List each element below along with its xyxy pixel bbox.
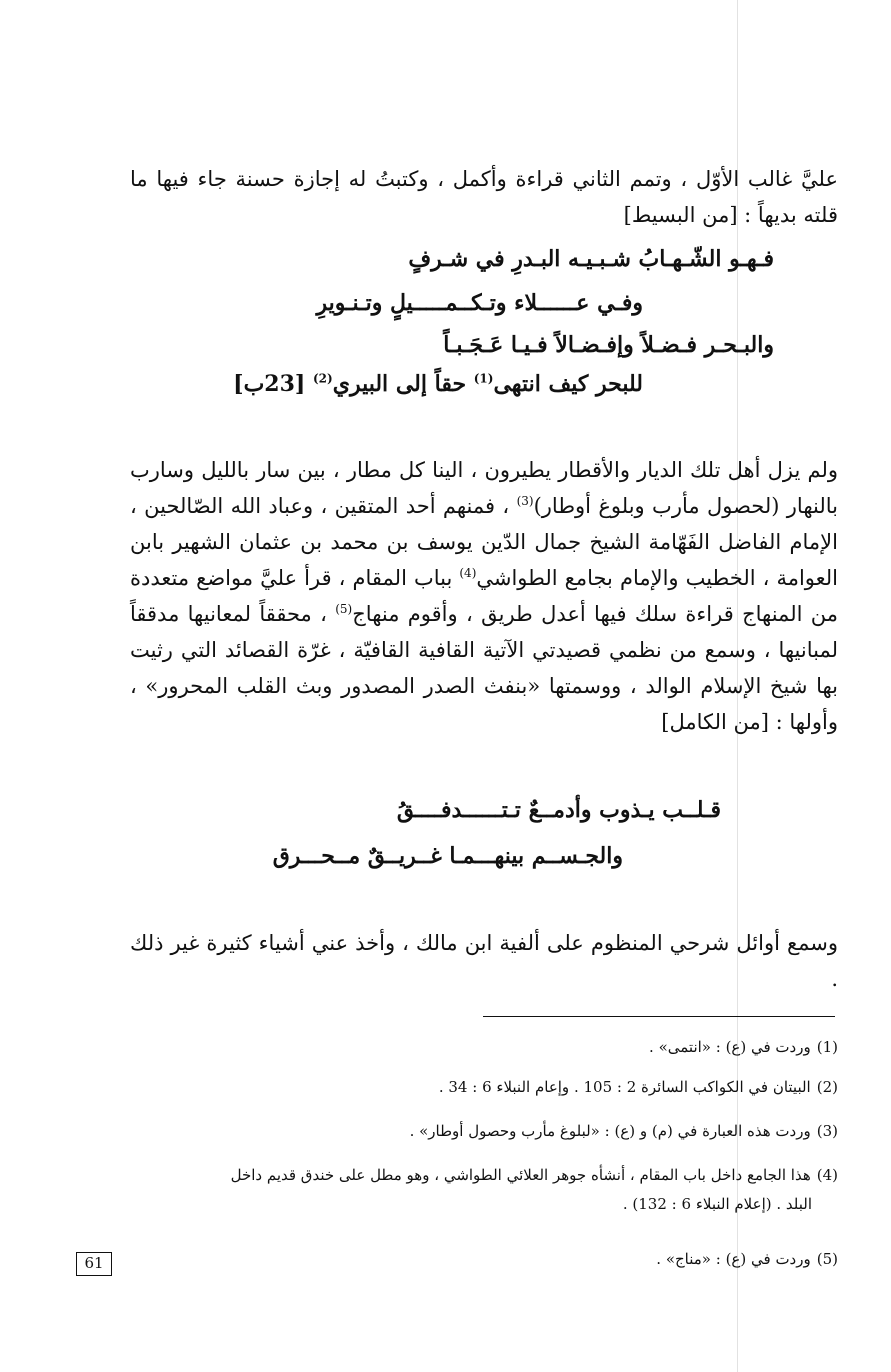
paragraph-2-text (130, 452, 838, 740)
paragraph-1 (130, 161, 838, 233)
paragraph-1-text: عليَّ غالب الأوّل ، وتمم الثاني قراءة وأكمل ، وكتبتُ له إجازة حسنة جاء فيها ما قلته بديهاً : [من البسيط] (130, 167, 838, 227)
paragraph-2-part-4: ، محققاً لمعانيها مدققاً لمبانيها ، وسمع من نظمي قصيدتي الآتية القافية القافيّة ، غرّة القصائد التي رثيت بها شيخ الإسلام الوالد ، ووسمتها «بنفث الصدر المصدور وبث القلب المحرور» ، وأولها : [من الكامل] (130, 602, 838, 734)
footnote-5-text: وردت في (ع) : «مناج» . (656, 1250, 811, 1268)
paragraph-3-text: وسمع أوائل شرحي المنظوم على ألفية ابن مالك ، وأخذ عني أشياء كثيرة غير ذلك . (130, 931, 838, 991)
footnote-3 (130, 1117, 838, 1146)
verse-2-line-2: والجـســم بينهـــمـا غــريــقٌ مــحـــرق (272, 843, 623, 869)
footnote-ref-5: (5) (335, 602, 353, 616)
footnote-5-number: (5) (816, 1250, 838, 1268)
verse-2-line-1: قـلــب يـذوب وأدمــعٌ تـتــــــدفــــقُ (396, 797, 721, 823)
footnote-3-number: (3) (816, 1122, 838, 1140)
verse-1-line-4 (233, 371, 643, 397)
verse-1-line-4-mid: حقاً إلى البيري (332, 371, 474, 397)
verse-1-line-1: فـهـو الشّـهـابُ شـبـيـه البـدرِ في شـرفٍ (408, 246, 774, 272)
footnote-1-number: (1) (816, 1038, 838, 1056)
footnote-2 (130, 1073, 838, 1102)
footnote-ref-3: (3) (516, 494, 534, 508)
footnote-3-text: وردت هذه العبارة في (م) و (ع) : «لبلوغ مأرب وحصول أوطار» . (409, 1122, 811, 1140)
footnote-4-number: (4) (816, 1166, 838, 1184)
paragraph-2-part-2: ، فمنهم أحد المتقين ، وعباد الله الصّالحين ، الإمام الفاضل الفَهّامة الشيخ جمال الدّين يوسف بن محمد بن عثمان الشهير بابن العوامة ، الخطيب والإمام بجامع الطواشي (130, 494, 838, 590)
paragraph-2-part-3: بباب المقام ، قرأ عليَّ مواضع متعددة من المنهاج قراءة سلك فيها أعدل طريق ، وأقوم منهاج (130, 566, 838, 626)
paragraph-2-part-1: ولم يزل أهل تلك الديار والأقطار يطيرون ، الينا كل مطار ، بين سار بالليل وسارب بالنهار (لحصول مأرب وبلوغ أوطار) (130, 458, 838, 518)
footnote-ref-2: (2) (312, 371, 333, 386)
page-number: 61 (76, 1252, 112, 1276)
verse-1-line-2: وفـي عــــــلاء وتـكــمـــــيلٍ وتـنـويرِ (316, 290, 643, 316)
verse-1-line-4-text: للبحر كيف انتهى (493, 371, 643, 397)
footnote-4 (130, 1161, 838, 1219)
footnote-1-text: وردت في (ع) : «انتمى» . (649, 1038, 811, 1056)
footnote-divider (483, 1016, 835, 1017)
footnote-ref-4: (4) (459, 566, 477, 580)
footnote-ref-1: (1) (473, 371, 494, 386)
verse-1-line-3: والبـحـر فـضـلاً وإفـضـالاً فـيـا عَـجَـبـاً (443, 332, 774, 358)
footnote-4-continuation: البلد . (إعلام النبلاء 6 : 132) . (622, 1195, 812, 1213)
footnote-4-text: هذا الجامع داخل باب المقام ، أنشأه جوهر العلائي الطواشي ، وهو مطل على خندق قديم داخل (230, 1166, 811, 1184)
footnote-1 (130, 1033, 838, 1062)
footnote-5 (130, 1245, 838, 1274)
footnote-2-number: (2) (816, 1078, 838, 1096)
paragraph-2 (130, 452, 838, 740)
folio-marker: [23ب] (233, 371, 313, 397)
paragraph-3 (130, 925, 838, 997)
footnote-2-text: البيتان في الكواكب السائرة 2 : 105 . وإعام النبلاء 6 : 34 . (438, 1078, 811, 1096)
